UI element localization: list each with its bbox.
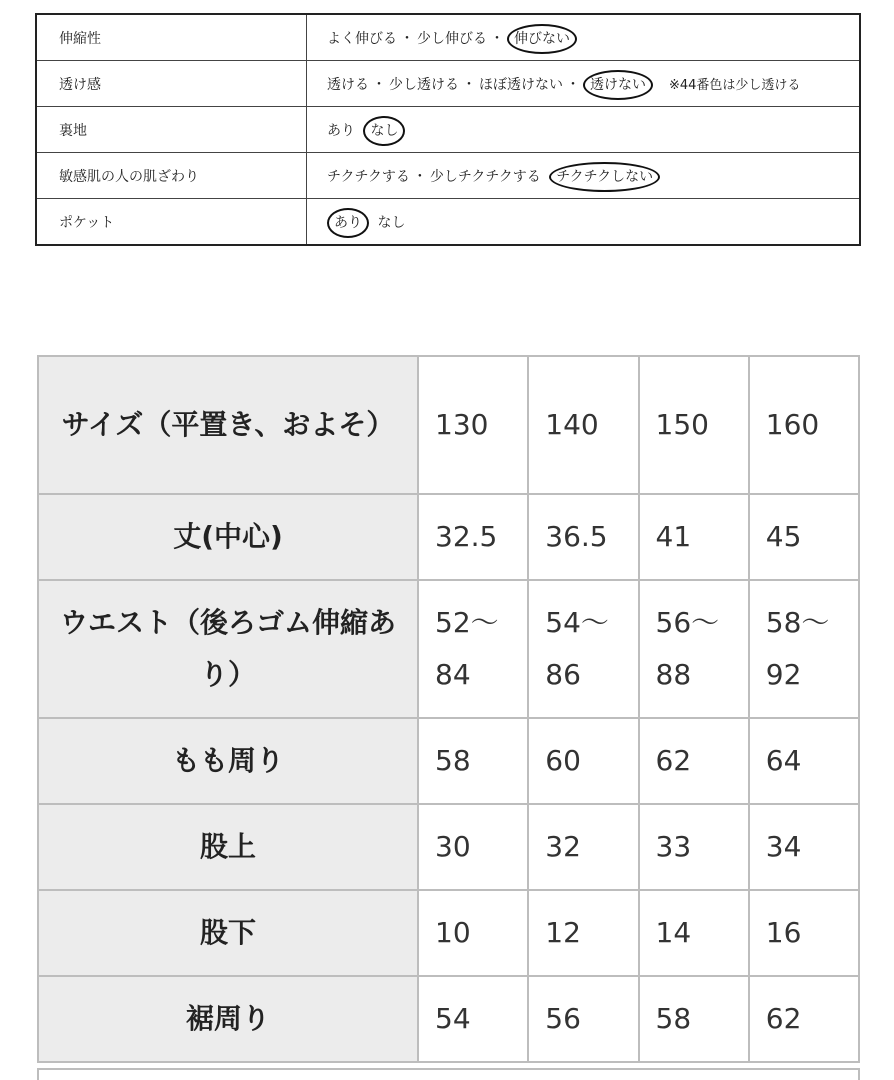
measurement-row-rise bbox=[39, 805, 860, 891]
size-value: 130 bbox=[419, 357, 529, 495]
option-separator: ・ bbox=[490, 30, 504, 47]
measurement-value: 45 bbox=[750, 495, 860, 581]
option-separator: ・ bbox=[400, 30, 414, 47]
measurement-value: 58〜92 bbox=[750, 581, 860, 719]
option-separator: ・ bbox=[566, 76, 580, 93]
option: ほぼ透けない bbox=[479, 76, 563, 93]
measurement-value: 36.5 bbox=[529, 495, 639, 581]
attribute-options bbox=[307, 61, 861, 107]
attribute-name: 裏地 bbox=[36, 107, 307, 153]
size-value: 160 bbox=[750, 357, 860, 495]
option-separator: ・ bbox=[412, 168, 427, 185]
attribute-name: 伸縮性 bbox=[36, 14, 307, 61]
measurement-value: 56〜88 bbox=[640, 581, 750, 719]
measurement-value: 54 bbox=[419, 977, 529, 1063]
size-header-row bbox=[39, 357, 860, 495]
measurement-value: 58 bbox=[419, 719, 529, 805]
attribute-options bbox=[307, 107, 861, 153]
measurement-value: 54〜86 bbox=[529, 581, 639, 719]
measurement-label: もも周り bbox=[39, 719, 419, 805]
option-selected: あり bbox=[327, 208, 369, 238]
attribute-name: 敏感肌の人の肌ざわり bbox=[36, 153, 307, 199]
measurement-value: 56 bbox=[529, 977, 639, 1063]
size-header-label: サイズ（平置き、およそ） bbox=[39, 357, 419, 495]
option-separator: ・ bbox=[462, 76, 476, 93]
option: なし bbox=[377, 214, 406, 231]
measurement-value: 33 bbox=[640, 805, 750, 891]
measurement-row-hem bbox=[39, 977, 860, 1063]
attribute-name: 透け感 bbox=[36, 61, 307, 107]
option: 透ける bbox=[327, 76, 369, 93]
measurement-value: 14 bbox=[640, 891, 750, 977]
measurement-value: 30 bbox=[419, 805, 529, 891]
measurement-value: 60 bbox=[529, 719, 639, 805]
option: 少し伸びる bbox=[417, 30, 487, 47]
option: あり bbox=[327, 122, 355, 139]
measurement-value: 34 bbox=[750, 805, 860, 891]
option-selected: チクチクしない bbox=[549, 162, 660, 192]
attribute-row-pocket bbox=[36, 199, 860, 246]
option-selected: 透けない bbox=[583, 70, 653, 100]
option-selected: 伸びない bbox=[507, 24, 577, 54]
option: 少し透ける bbox=[389, 76, 459, 93]
option-selected: なし bbox=[363, 116, 405, 146]
attribute-options bbox=[307, 153, 861, 199]
measurement-row-length bbox=[39, 495, 860, 581]
attribute-options bbox=[307, 199, 861, 246]
option-separator: ・ bbox=[372, 76, 386, 93]
attribute-note: ※44番色は少し透ける bbox=[669, 77, 801, 93]
measurement-label: 股下 bbox=[39, 891, 419, 977]
measurement-label: ウエスト（後ろゴム伸縮あり） bbox=[39, 581, 419, 719]
measurement-value: 41 bbox=[640, 495, 750, 581]
measurement-label: 裾周り bbox=[39, 977, 419, 1063]
attribute-name: ポケット bbox=[36, 199, 307, 246]
measurement-label: 丈(中心) bbox=[39, 495, 419, 581]
measurement-value: 62 bbox=[640, 719, 750, 805]
measurement-row-thigh bbox=[39, 719, 860, 805]
measurement-value: 10 bbox=[419, 891, 529, 977]
measurement-value: 64 bbox=[750, 719, 860, 805]
measurement-value: 16 bbox=[750, 891, 860, 977]
attribute-row-sheerness bbox=[36, 61, 860, 107]
attribute-row-skin-feel bbox=[36, 153, 860, 199]
measurement-value: 32.5 bbox=[419, 495, 529, 581]
measurement-label: 股上 bbox=[39, 805, 419, 891]
next-table-edge bbox=[37, 1068, 860, 1080]
fabric-attributes-table bbox=[35, 13, 861, 246]
measurement-row-waist bbox=[39, 581, 860, 719]
size-value: 150 bbox=[640, 357, 750, 495]
measurement-value: 12 bbox=[529, 891, 639, 977]
measurement-row-inseam bbox=[39, 891, 860, 977]
measurement-value: 52〜84 bbox=[419, 581, 529, 719]
size-value: 140 bbox=[529, 357, 639, 495]
attribute-options bbox=[307, 14, 861, 61]
option: よく伸びる bbox=[327, 30, 397, 47]
measurement-value: 32 bbox=[529, 805, 639, 891]
attribute-row-lining bbox=[36, 107, 860, 153]
measurement-value: 58 bbox=[640, 977, 750, 1063]
measurement-value: 62 bbox=[750, 977, 860, 1063]
size-chart-table bbox=[37, 355, 860, 1063]
option: 少しチクチクする bbox=[429, 168, 541, 185]
attribute-row-stretch bbox=[36, 14, 860, 61]
option: チクチクする bbox=[327, 168, 410, 185]
